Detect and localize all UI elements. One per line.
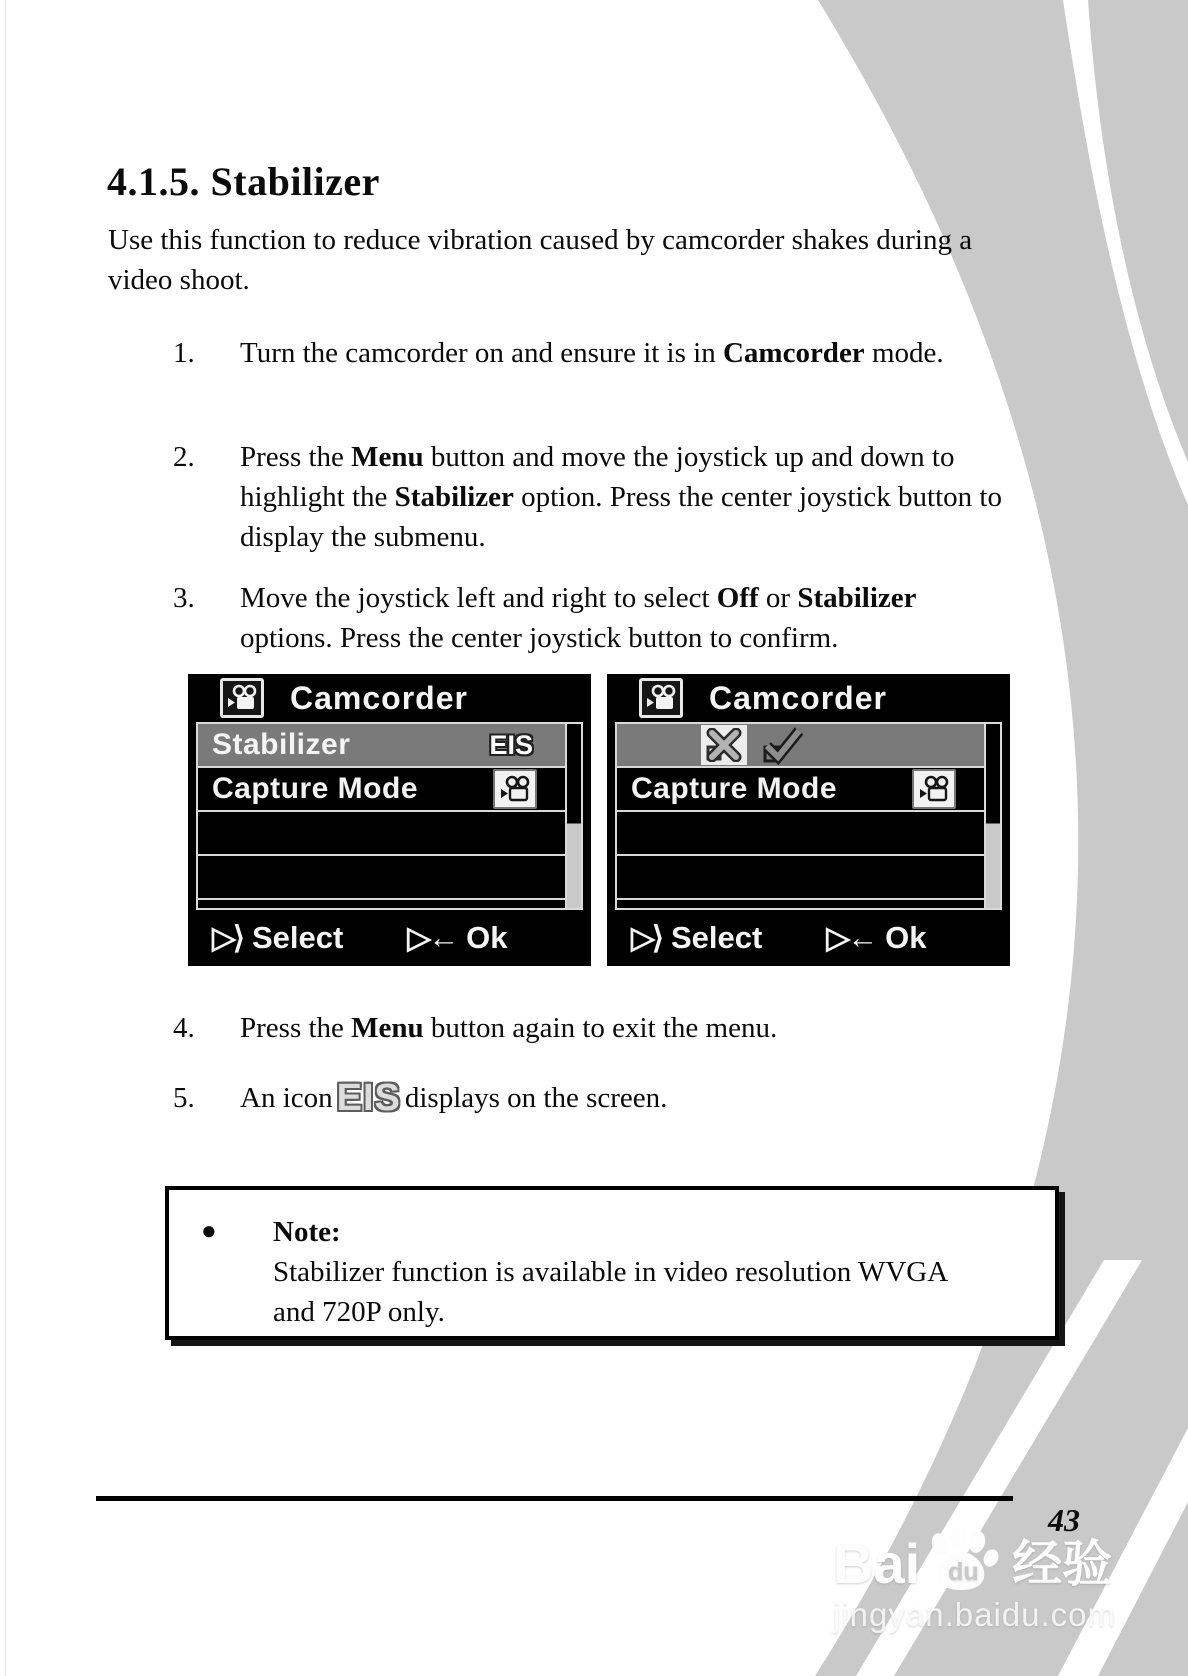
menu-scrollbar xyxy=(565,724,581,908)
section-number: 4.1.5. xyxy=(107,159,200,204)
page-number: 43 xyxy=(1048,1502,1080,1538)
step-number: 5. xyxy=(173,1082,195,1114)
section-name: Stabilizer xyxy=(210,159,380,204)
menu-scrollbar xyxy=(984,724,1000,908)
step-4 xyxy=(173,1008,1005,1048)
watermark-url: jingyan.baidu.com xyxy=(833,1596,1116,1633)
menu-rows xyxy=(196,722,583,910)
note-text: Stabilizer function is available in video resolution WVGA and 720P only. xyxy=(273,1256,947,1328)
camcorder-icon xyxy=(220,678,264,718)
step-1 xyxy=(173,333,1005,373)
step-number: 1. xyxy=(173,337,195,369)
footer-rule xyxy=(96,1496,1013,1501)
eis-icon: EIS xyxy=(336,1077,401,1119)
joystick-ok-icon: ▷← xyxy=(826,920,876,955)
step-5 xyxy=(173,1068,1005,1128)
note-bullet: ● xyxy=(201,1216,217,1245)
menu-empty-row xyxy=(617,856,1000,900)
intro-paragraph: Use this function to reduce vibration caused by camcorder shakes during a video shoot. xyxy=(108,224,973,296)
joystick-select-icon: ▷⟩ xyxy=(631,920,661,955)
camcorder-icon xyxy=(639,678,683,718)
menu-header xyxy=(607,674,1010,722)
menu-header xyxy=(188,674,591,722)
select-hint-label: Select xyxy=(251,920,344,955)
joystick-select-icon: ▷⟩ xyxy=(212,920,242,955)
menu-title: Camcorder xyxy=(709,679,887,716)
ok-hint-label: Ok xyxy=(466,920,508,955)
joystick-ok-icon: ▷← xyxy=(407,920,457,955)
watermark-brand-cn: 经验 xyxy=(1012,1536,1113,1592)
select-hint-label: Select xyxy=(670,920,763,955)
menu-title: Camcorder xyxy=(290,679,468,716)
menu-empty-row xyxy=(198,856,581,900)
camcorder-menu-screenshot-left xyxy=(188,674,591,966)
capture-mode-camcorder-icon xyxy=(912,769,956,809)
menu-item-capture-mode: Capture Mode xyxy=(198,768,581,812)
menu-footer xyxy=(188,914,591,962)
step-text: Move the joystick left and right to select Off or Stabilizer options. Press the center joystick button to confirm. xyxy=(240,582,917,654)
step-text: Turn the camcorder on and ensure it is in Camcorder mode. xyxy=(240,337,944,369)
eis-value: EIS xyxy=(489,729,533,760)
stabilizer-off-icon xyxy=(701,725,747,765)
step-text: An icon EIS displays on the screen. xyxy=(240,1077,668,1119)
menu-item-capture-mode: Capture Mode xyxy=(617,768,1000,812)
step-text: Press the Menu button and move the joystick up and down to highlight the Stabilizer option. Press the center joystick button to display the submenu. xyxy=(240,441,1002,553)
menu-item-stabilizer: Stabilizer EIS xyxy=(198,724,581,768)
menu-rows xyxy=(615,722,1002,910)
watermark-paw-text: du xyxy=(948,1558,979,1586)
step-2 xyxy=(173,437,1005,557)
watermark-brand-text: Bai xyxy=(833,1532,921,1595)
step-text: Press the Menu button again to exit the menu. xyxy=(240,1012,778,1044)
capture-mode-camcorder-icon xyxy=(493,769,537,809)
note-box xyxy=(165,1186,1059,1340)
menu-empty-row xyxy=(198,812,581,856)
step-3 xyxy=(173,578,1005,658)
stabilizer-submenu-row xyxy=(617,724,1000,768)
step-number: 2. xyxy=(173,441,195,473)
stabilizer-on-icon xyxy=(759,725,805,765)
section-title xyxy=(107,158,380,205)
menu-empty-row xyxy=(617,812,1000,856)
note-label: Note: xyxy=(273,1216,341,1248)
menu-footer xyxy=(607,914,1010,962)
step-number: 4. xyxy=(173,1012,195,1044)
step-number: 3. xyxy=(173,582,195,614)
ok-hint-label: Ok xyxy=(885,920,927,955)
note-body xyxy=(273,1212,993,1332)
camcorder-menu-screenshot-right xyxy=(607,674,1010,966)
